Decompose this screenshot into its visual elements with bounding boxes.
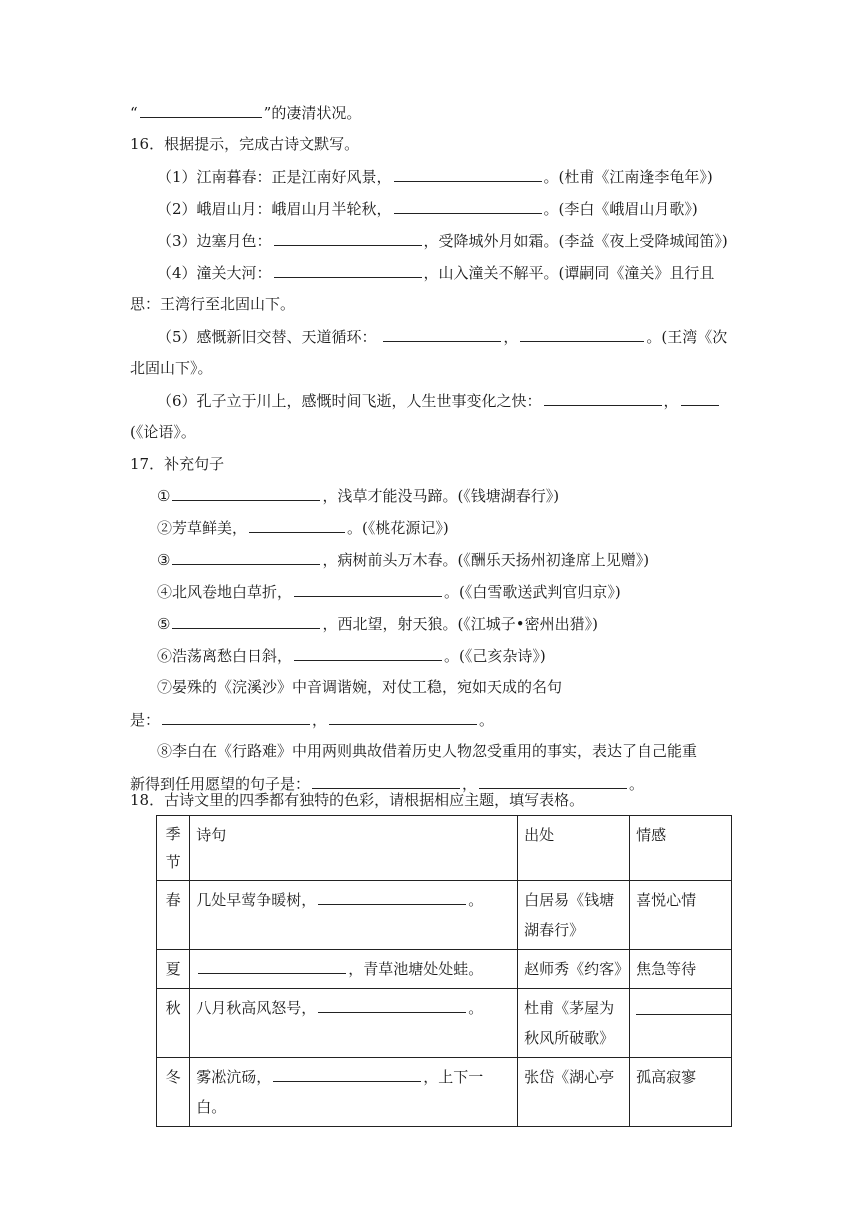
- answer-blank[interactable]: [274, 230, 422, 246]
- text: ⑤: [157, 615, 171, 633]
- answer-blank[interactable]: [172, 549, 320, 565]
- text: （6）孔子立于川上，感慨时间飞逝，人生世事变化之快：: [157, 392, 542, 410]
- answer-blank[interactable]: [383, 326, 501, 342]
- question-16-title: 16．根据提示，完成古诗文默写。: [130, 135, 360, 153]
- q17-item-7: ⑦晏殊的《浣溪沙》中音调谐婉，对仗工稳，宛如天成的名句: [157, 678, 563, 696]
- text: ，: [462, 775, 478, 793]
- emotion-cell: 孤高寂寥: [630, 1058, 732, 1127]
- text: 。(《己亥杂诗》): [444, 647, 546, 665]
- text: ，山入潼关不解平。(谭嗣同《潼关》且行且: [423, 264, 715, 282]
- text: ，西北望，射天狼。(《江城子•密州出猎》): [322, 615, 599, 633]
- q16-item-5: [157, 326, 731, 347]
- answer-blank[interactable]: [544, 390, 662, 406]
- answer-blank[interactable]: [198, 958, 346, 974]
- answer-blank[interactable]: [318, 997, 466, 1013]
- source-cell: 白居易《钱塘湖春行》: [518, 881, 630, 950]
- emotion-cell: 喜悦心情: [630, 881, 732, 950]
- q16-item-5-cont: 北固山下》。: [130, 359, 213, 377]
- q17-item-7-cont: [130, 709, 730, 730]
- text: ，病树前头万木春。(《酬乐天扬州初逢席上见赠》): [322, 551, 650, 569]
- text: ”的凄清状况。: [263, 104, 362, 122]
- text: ③: [157, 551, 171, 569]
- answer-blank[interactable]: [274, 262, 422, 278]
- q16-item-4: [157, 262, 731, 283]
- text: 。: [468, 891, 484, 909]
- answer-blank[interactable]: [294, 645, 442, 661]
- question-17-title: 17．补充句子: [130, 455, 225, 473]
- text: ，浅草才能没马蹄。(《钱塘湖春行》): [322, 487, 560, 505]
- text: ，: [312, 711, 328, 729]
- text: ，受降城外月如霜。(李益《夜上受降城闻笛》): [423, 232, 728, 250]
- q16-item-3: [157, 230, 731, 251]
- text: 。(李白《峨眉山月歌》): [543, 200, 698, 218]
- q16-item-4-cont: 思：王湾行至北固山下。: [130, 295, 296, 313]
- q17-item-1: [157, 485, 731, 506]
- answer-blank[interactable]: [394, 166, 542, 182]
- emotion-cell: 焦急等待: [630, 950, 732, 989]
- q16-item-1: [157, 166, 731, 187]
- verse-cell: [190, 950, 518, 989]
- emotion-cell: [630, 989, 732, 1058]
- table-row: [157, 989, 732, 1058]
- text: 。: [468, 999, 484, 1017]
- answer-blank[interactable]: [681, 390, 719, 406]
- text: 雾凇沆砀，: [196, 1068, 272, 1086]
- text: 。(《白雪歌送武判官归京》): [444, 583, 621, 601]
- table-row: [157, 1058, 732, 1127]
- answer-blank[interactable]: [172, 613, 320, 629]
- answer-blank[interactable]: [636, 999, 731, 1015]
- answer-blank[interactable]: [329, 709, 477, 725]
- text: 新得到任用愿望的句子是：: [130, 775, 311, 793]
- text: 。: [479, 711, 495, 729]
- answer-blank[interactable]: [273, 1066, 421, 1082]
- source-cell: 赵师秀《约客》: [518, 950, 630, 989]
- season-cell: 秋: [157, 989, 190, 1058]
- line-l0: [130, 102, 730, 123]
- verse-cell: [190, 989, 518, 1058]
- season-cell: 冬: [157, 1058, 190, 1127]
- q17-item-5: [157, 613, 731, 634]
- answer-blank[interactable]: [479, 773, 627, 789]
- q17-item-2: [157, 517, 731, 538]
- header-season: 季节: [157, 816, 190, 881]
- season-cell: 夏: [157, 950, 190, 989]
- table-row: [157, 881, 732, 950]
- text: 是：: [130, 711, 161, 729]
- text: 几处早莺争暖树，: [196, 891, 317, 909]
- answer-blank[interactable]: [318, 889, 466, 905]
- season-cell: 春: [157, 881, 190, 950]
- text: （2）峨眉山月：峨眉山月半轮秋，: [157, 200, 392, 218]
- answer-blank[interactable]: [162, 709, 310, 725]
- q16-item-2: [157, 198, 731, 219]
- text: （1）江南暮春：正是江南好风景，: [157, 168, 392, 186]
- header-verse: 诗句: [190, 816, 518, 881]
- text: （3）边塞月色：: [157, 232, 272, 250]
- question-18-title: 18．古诗文里的四季都有独特的色彩，请根据相应主题，填写表格。: [130, 791, 585, 809]
- q17-item-4: [157, 581, 731, 602]
- header-source: 出处: [518, 816, 630, 881]
- answer-blank[interactable]: [140, 102, 262, 118]
- text: 。(杜甫《江南逢李龟年》): [543, 168, 713, 186]
- text: 。: [629, 775, 645, 793]
- text: 。(《桃花源记》): [347, 519, 449, 537]
- text: 八月秋高风怒号，: [196, 999, 317, 1017]
- text: ②芳草鲜美，: [157, 519, 248, 537]
- header-emotion: 情感: [630, 816, 732, 881]
- source-cell: 张岱《湖心亭: [518, 1058, 630, 1127]
- answer-blank[interactable]: [172, 485, 320, 501]
- answer-blank[interactable]: [294, 581, 442, 597]
- seasons-table: [156, 815, 732, 1127]
- text: ①: [157, 487, 171, 505]
- text: ，上下一白。: [196, 1068, 484, 1116]
- text: ，: [663, 392, 679, 410]
- text: 。(王湾《次: [646, 328, 728, 346]
- q16-item-6-cont: (《论语》。: [130, 423, 196, 441]
- text: ⑥浩荡离愁白日斜，: [157, 647, 293, 665]
- source-cell: 杜甫《茅屋为秋风所破歌》: [518, 989, 630, 1058]
- table-row: [157, 950, 732, 989]
- answer-blank[interactable]: [394, 198, 542, 214]
- q16-item-6: [157, 390, 731, 411]
- q17-item-8: ⑧李白在《行路难》中用两则典故借着历史人物忽受重用的事实，表达了自己能重: [157, 742, 698, 760]
- q17-item-3: [157, 549, 731, 570]
- text: ，: [503, 328, 519, 346]
- answer-blank[interactable]: [520, 326, 644, 342]
- text: ，青草池塘处处蛙。: [348, 960, 484, 978]
- text: ④北风卷地白草折，: [157, 583, 293, 601]
- text: “: [130, 104, 138, 122]
- verse-cell: [190, 1058, 518, 1127]
- text: （4）潼关大河：: [157, 264, 272, 282]
- text: （5）感慨新旧交替、天道循环：: [157, 328, 377, 346]
- answer-blank[interactable]: [249, 517, 345, 533]
- table-header-row: [157, 816, 732, 881]
- verse-cell: [190, 881, 518, 950]
- q17-item-6: [157, 645, 731, 666]
- answer-blank[interactable]: [312, 773, 460, 789]
